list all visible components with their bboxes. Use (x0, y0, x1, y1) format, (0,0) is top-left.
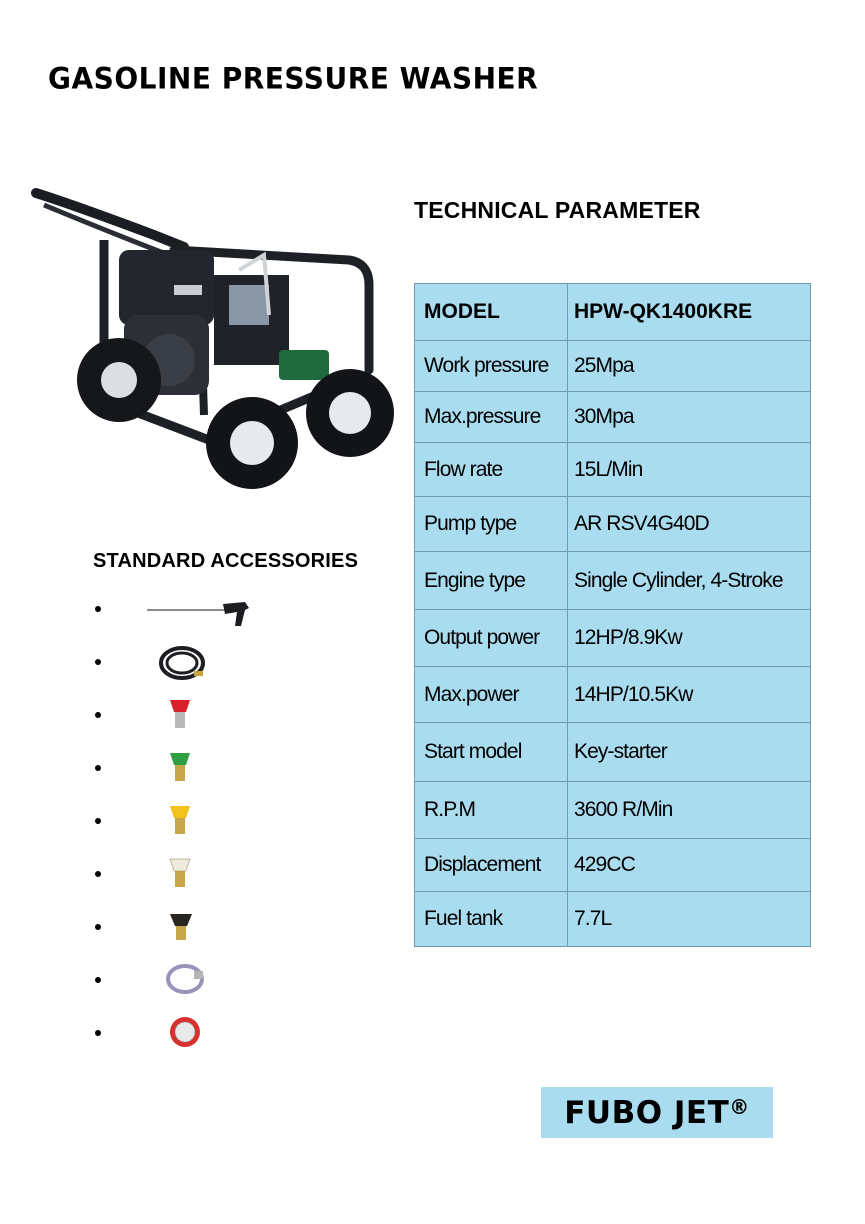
table-row (415, 892, 811, 947)
table-cell-label: Displacement (415, 839, 568, 892)
table-cell-value: AR RSV4G40D (568, 497, 811, 552)
page-title: GASOLINE PRESSURE WASHER (48, 61, 539, 96)
list-item (90, 643, 290, 696)
list-item (90, 1014, 290, 1067)
table-row (415, 552, 811, 610)
bullet (95, 977, 101, 983)
table-row (415, 341, 811, 392)
list-item (90, 749, 290, 802)
table-cell-label: Output power (415, 610, 568, 667)
inlet-hose-icon (164, 961, 206, 997)
table-cell-label: Max.pressure (415, 392, 568, 443)
bullet (95, 1030, 101, 1036)
pressure-washer-image (24, 175, 396, 500)
bullet (95, 659, 101, 665)
list-item (90, 696, 290, 749)
table-cell-value: 429CC (568, 839, 811, 892)
table-cell-label: Engine type (415, 552, 568, 610)
bullet (95, 924, 101, 930)
brand-name: FUBO JET (564, 1094, 730, 1131)
black-nozzle-icon (168, 912, 194, 946)
table-row (415, 782, 811, 839)
yellow-nozzle-icon (168, 804, 192, 838)
table-cell-label: Work pressure (415, 341, 568, 392)
table-cell-label: Fuel tank (415, 892, 568, 947)
table-cell-value: 3600 R/Min (568, 782, 811, 839)
spray-gun-icon (145, 598, 255, 630)
list-item (90, 961, 290, 1014)
bullet (95, 871, 101, 877)
bullet (95, 818, 101, 824)
table-cell-label: Pump type (415, 497, 568, 552)
table-cell-label: Max.power (415, 667, 568, 723)
table-row (415, 839, 811, 892)
table-cell-value: 7.7L (568, 892, 811, 947)
table-cell-value: HPW-QK1400KRE (568, 284, 811, 341)
brand-logo (541, 1087, 773, 1138)
list-item (90, 802, 290, 855)
technical-title: TECHNICAL PARAMETER (414, 197, 701, 223)
table-cell-value: Key-starter (568, 723, 811, 782)
table-cell-value: 15L/Min (568, 443, 811, 497)
hose-coil-icon (158, 643, 206, 683)
bullet (95, 712, 101, 718)
bullet (95, 765, 101, 771)
table-cell-label: Start model (415, 723, 568, 782)
white-nozzle-icon (168, 857, 192, 891)
list-item (90, 908, 290, 961)
registered-mark: ® (729, 1094, 750, 1119)
table-cell-label: MODEL (415, 284, 568, 341)
green-nozzle-icon (168, 751, 192, 785)
table-cell-value: 25Mpa (568, 341, 811, 392)
table-cell-value: 12HP/8.9Kw (568, 610, 811, 667)
list-item (90, 590, 290, 643)
list-item (90, 855, 290, 908)
table-row (415, 610, 811, 667)
filter-icon (168, 1014, 202, 1050)
table-row (415, 443, 811, 497)
table-row (415, 392, 811, 443)
table-cell-label: Flow rate (415, 443, 568, 497)
accessories-title: STANDARD ACCESSORIES (93, 550, 359, 572)
table-row (415, 723, 811, 782)
bullet (95, 606, 101, 612)
technical-parameter-table (414, 283, 811, 947)
table-cell-value: 30Mpa (568, 392, 811, 443)
red-nozzle-icon (168, 698, 192, 732)
accessories-list (90, 590, 290, 1067)
table-row (415, 497, 811, 552)
table-header-row (415, 284, 811, 341)
table-cell-value: 14HP/10.5Kw (568, 667, 811, 723)
table-cell-label: R.P.M (415, 782, 568, 839)
table-cell-value: Single Cylinder, 4-Stroke (568, 552, 811, 610)
table-row (415, 667, 811, 723)
